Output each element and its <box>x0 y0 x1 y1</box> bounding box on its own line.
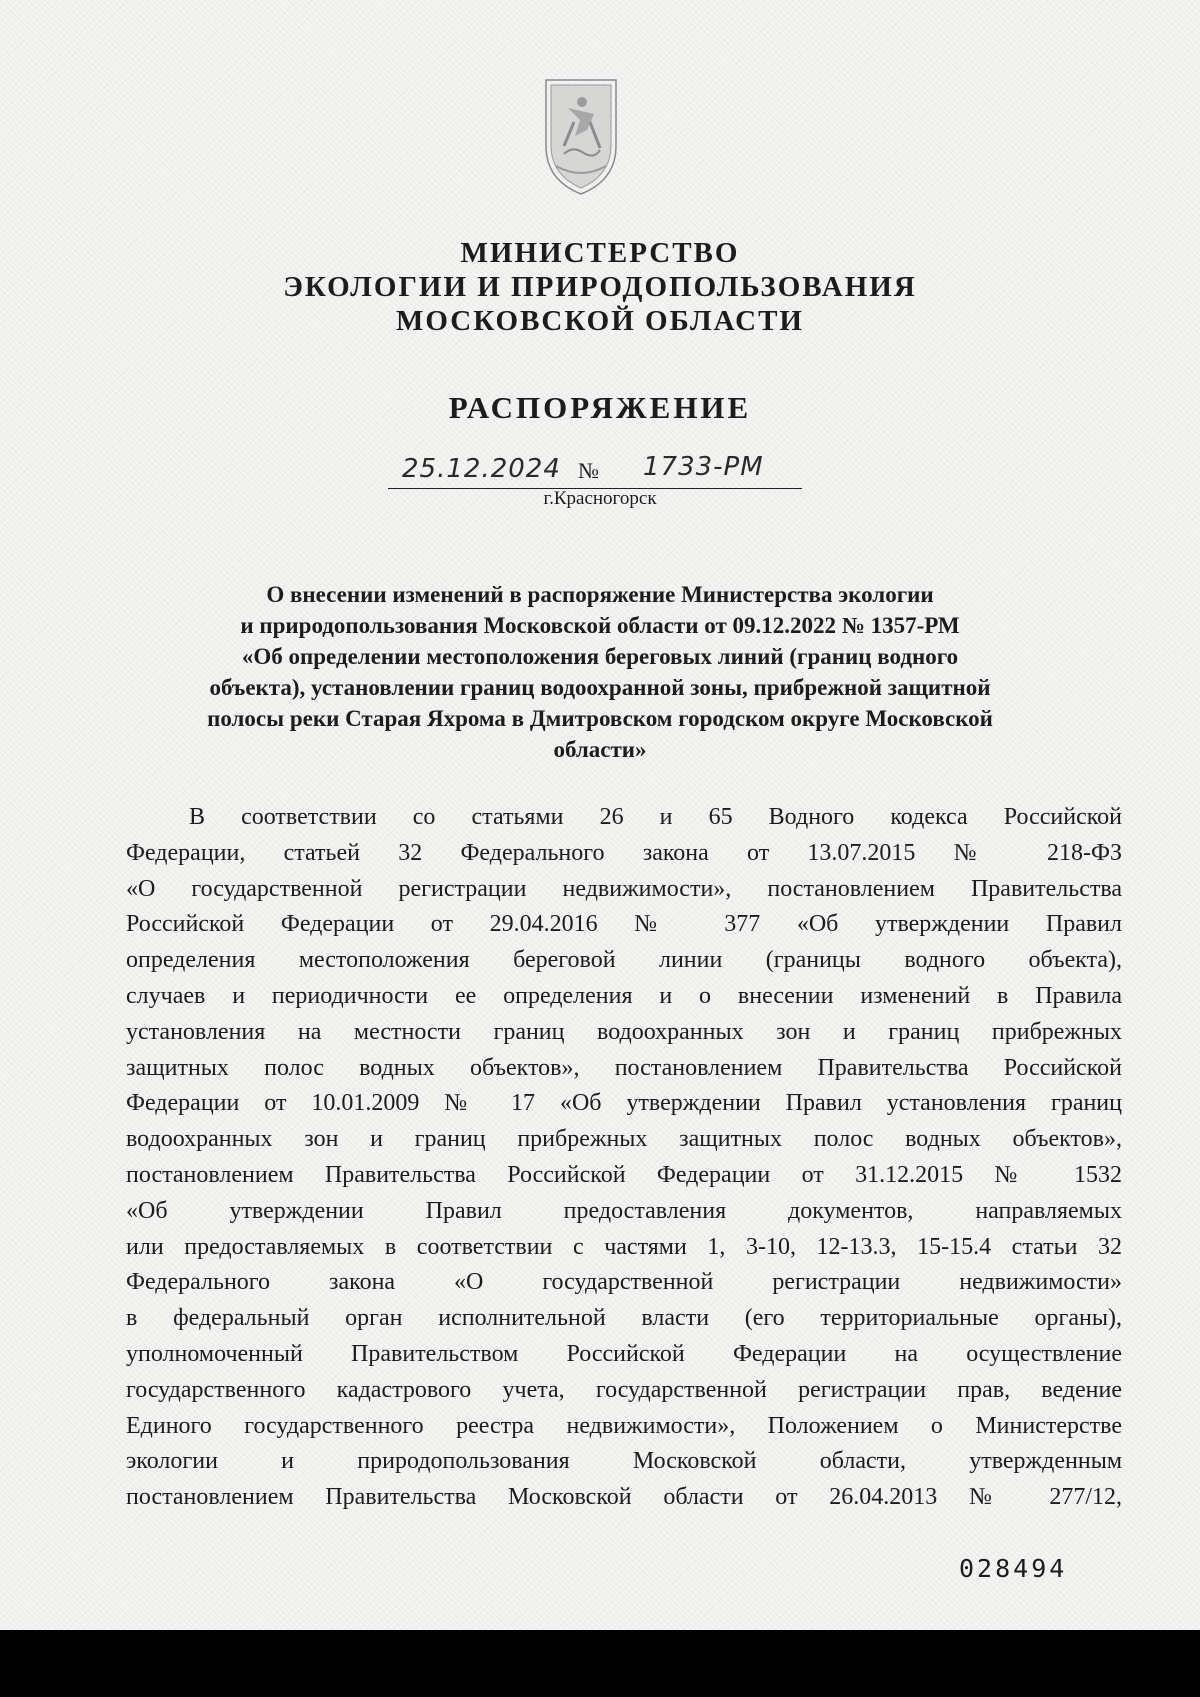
coat-of-arms-icon <box>542 76 620 198</box>
handwritten-number: 1733-РМ <box>643 452 764 482</box>
body-line-19: экологии и природопользования Московской области, утвержденным <box>126 1448 1122 1475</box>
body-line-11: постановлением Правительства Российской Федерации от 31.12.2015 № 1532 <box>126 1161 1122 1188</box>
handwritten-date: 25.12.2024 <box>402 454 561 484</box>
body-line-4: Российской Федерации от 29.04.2016 № 377 «Об утверждении Правил <box>126 911 1122 938</box>
city-name: г.Красногорск <box>543 488 657 509</box>
body-line-6: случаев и периодичности ее определения и о внесении изменений в Правила <box>126 982 1122 1009</box>
body-line-13: или предоставляемых в соответствии с частями 1, 3-10, 12-13.3, 15-15.4 статьи 32 <box>126 1233 1122 1260</box>
body-line-17: государственного кадастрового учета, государственной регистрации прав, ведение <box>126 1376 1122 1403</box>
body-line-1: В соответствии со статьями 26 и 65 Водного кодекса Российской <box>189 804 1122 830</box>
document-title <box>118 579 1082 765</box>
title-line-6: области» <box>553 737 647 762</box>
body-line-16: уполномоченный Правительством Российской Федерации на осуществление <box>126 1340 1122 1367</box>
body-line-10: водоохранных зон и границ прибрежных защитных полос водных объектов», <box>126 1126 1122 1153</box>
body-line-7: установления на местности границ водоохранных зон и границ прибрежных <box>126 1018 1122 1045</box>
body-line-2: Федерации, статьей 32 Федерального закона от 13.07.2015 № 218-ФЗ <box>126 839 1122 866</box>
body-line-12: «Об утверждении Правил предоставления документов, направляемых <box>126 1197 1122 1224</box>
date-number-line <box>388 448 802 489</box>
serial-number: 028494 <box>959 1554 1068 1583</box>
ministry-name <box>0 236 1200 338</box>
title-line-1: О внесении изменений в распоряжение Министерства экологии <box>266 582 934 607</box>
document-type: РАСПОРЯЖЕНИЕ <box>448 390 752 425</box>
title-line-3: «Об определении местоположения береговых линий (границ водного <box>241 644 959 669</box>
body-line-18: Единого государственного реестра недвижимости», Положением о Министерстве <box>126 1412 1122 1439</box>
body-line-8: защитных полос водных объектов», постановлением Правительства Российской <box>126 1054 1122 1081</box>
ministry-line-3: МОСКОВСКОЙ ОБЛАСТИ <box>395 305 804 337</box>
body-line-15: в федеральный орган исполнительной власти (его территориальные органы), <box>126 1305 1122 1332</box>
number-sign: № <box>578 458 599 483</box>
body-line-5: определения местоположения береговой линии (границы водного объекта), <box>126 947 1122 974</box>
title-line-4: объекта), установлении границ водоохранной зоны, прибрежной защитной <box>209 675 991 700</box>
ministry-line-1: МИНИСТЕРСТВО <box>460 237 740 269</box>
ministry-line-2: ЭКОЛОГИИ И ПРИРОДОПОЛЬЗОВАНИЯ <box>283 271 917 303</box>
body-line-3: «О государственной регистрации недвижимости», постановлением Правительства <box>126 875 1122 902</box>
body-line-9: Федерации от 10.01.2009 № 17 «Об утверждении Правил установления границ <box>126 1090 1122 1117</box>
title-line-2: и природопользования Московской области от 09.12.2022 № 1357-РМ <box>240 613 960 638</box>
body-line-14: Федерального закона «О государственной регистрации недвижимости» <box>126 1269 1122 1296</box>
body-line-20: постановлением Правительства Московской области от 26.04.2013 № 277/12, <box>126 1484 1122 1511</box>
body-paragraph <box>126 800 1122 1516</box>
scan-border <box>0 1630 1200 1697</box>
title-line-5: полосы реки Старая Яхрома в Дмитровском городском округе Московской <box>207 706 993 731</box>
